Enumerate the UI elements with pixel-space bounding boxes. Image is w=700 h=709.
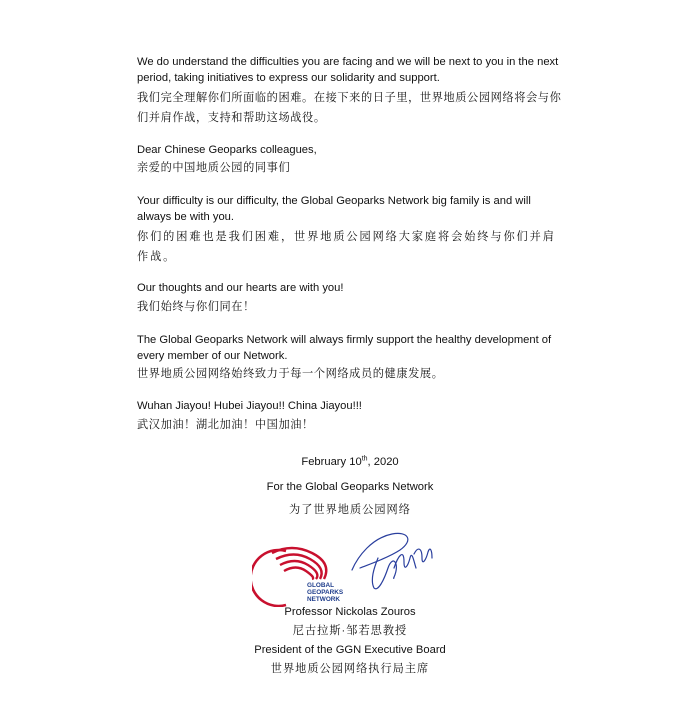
paragraph-family-en: Your difficulty is our difficulty, the Global Geoparks Network big family is and will always be with you. (137, 195, 531, 223)
paragraph-hearts-en: Our thoughts and our hearts are with you! (137, 282, 344, 294)
paragraph-hearts (137, 281, 563, 315)
signatory-title-cn: 世界地质公园网络执行局主席 (270, 663, 430, 675)
logo-waves (272, 548, 326, 579)
signatory-name-en: Professor Nickolas Zouros (284, 606, 416, 618)
greeting-cn: 亲爱的中国地质公园的同事们 (137, 161, 291, 174)
logo-arc (252, 550, 286, 606)
ggn-logo (252, 541, 348, 607)
paragraph-solidarity-cn: 我们完全理解你们所面临的困难。在接下来的日子里，世界地质公园网络将会与你们并肩作战，支持和帮助这场战役。 (137, 92, 562, 124)
paragraph-jiayou-en: Wuhan Jiayou! Hubei Jiayou!! China Jiayou!!! (137, 400, 362, 412)
date-suffix: th (361, 455, 368, 463)
greeting-en: Dear Chinese Geoparks colleagues, (137, 144, 317, 156)
letter-date (0, 455, 700, 470)
paragraph-family-cn: 你们的困难也是我们困难，世界地质公园网络大家庭将会始终与你们并肩作战。 (137, 231, 556, 263)
greeting (137, 143, 563, 176)
signatory-name-cn: 尼古拉斯·邹若思教授 (292, 625, 408, 637)
date-year: , 2020 (367, 456, 399, 468)
paragraph-family (137, 194, 563, 267)
paragraph-support (137, 333, 563, 383)
logo-text-line2: GEOPARKS (307, 589, 344, 596)
date-month: February 10 (301, 456, 362, 468)
logo-text-line1: GLOBAL (307, 582, 334, 589)
paragraph-solidarity-en: We do understand the difficulties you are facing and we will be next to you in the next period, taking initiatives to express our solidarity and support. (137, 56, 559, 84)
signatory-title-en: President of the GGN Executive Board (254, 644, 446, 656)
closing-for-cn: 为了世界地质公园网络 (289, 504, 411, 516)
closing-for-en: For the Global Geoparks Network (266, 481, 434, 493)
paragraph-support-cn: 世界地质公园网络始终致力于每一个网络成员的健康发展。 (137, 368, 444, 380)
paragraph-hearts-cn: 我们始终与你们同在！ (137, 300, 255, 313)
paragraph-jiayou-cn: 武汉加油！湖北加油！中国加油！ (137, 418, 314, 431)
paragraph-solidarity (137, 55, 563, 128)
paragraph-jiayou (137, 399, 563, 433)
paragraph-support-en: The Global Geoparks Network will always firmly support the healthy development of every member of our Network. (137, 334, 552, 362)
signature-scribble-icon (348, 528, 438, 592)
logo-text-line3: NETWORK (307, 596, 341, 603)
